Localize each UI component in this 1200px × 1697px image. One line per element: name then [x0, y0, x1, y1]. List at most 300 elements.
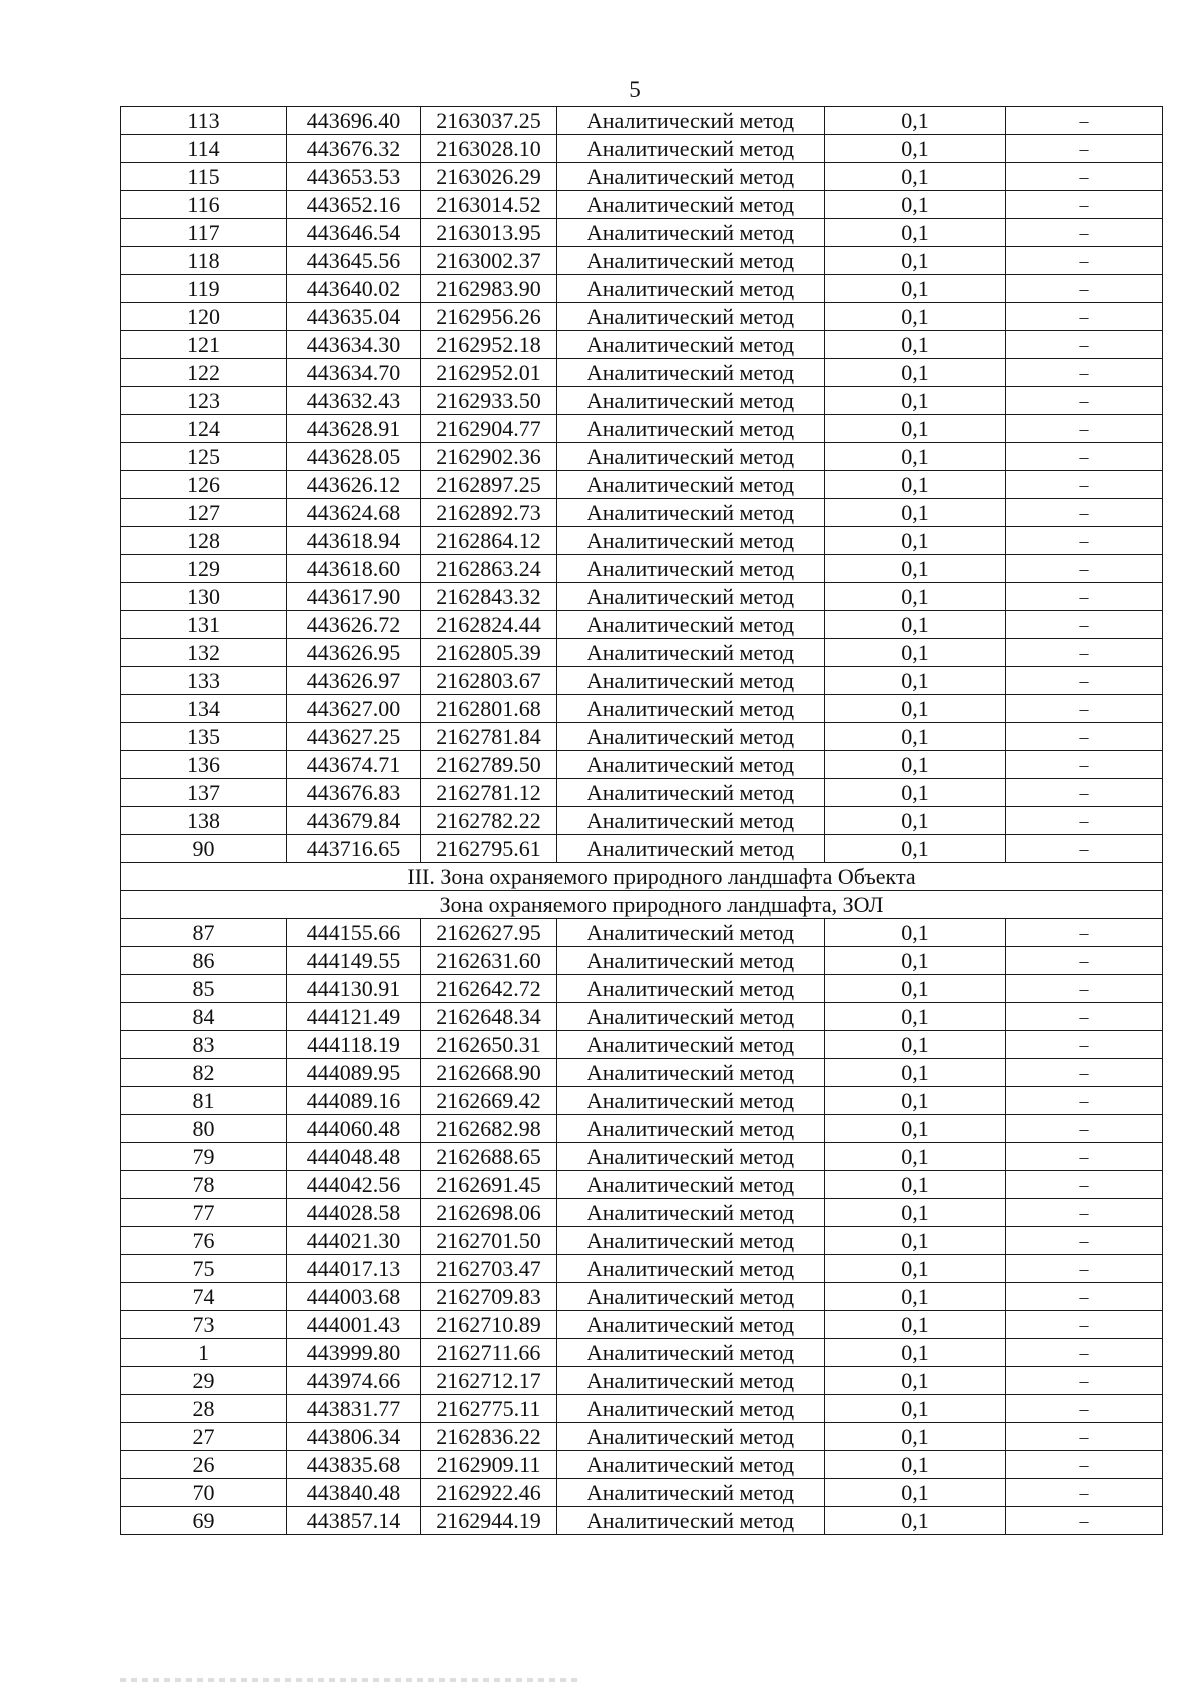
accuracy-cell: 0,1 — [825, 191, 1006, 219]
table-row — [121, 415, 1163, 443]
note-cell: – — [1006, 303, 1163, 331]
accuracy-cell: 0,1 — [825, 359, 1006, 387]
method-cell: Аналитический метод — [557, 667, 825, 695]
y-coordinate-cell: 2162669.42 — [421, 1087, 557, 1115]
method-cell: Аналитический метод — [557, 107, 825, 135]
note-cell: – — [1006, 1479, 1163, 1507]
method-cell: Аналитический метод — [557, 1451, 825, 1479]
y-coordinate-cell: 2162956.26 — [421, 303, 557, 331]
point-number-cell: 120 — [121, 303, 287, 331]
table-row — [121, 807, 1163, 835]
x-coordinate-cell: 444089.95 — [287, 1059, 421, 1087]
note-cell: – — [1006, 1143, 1163, 1171]
point-number-cell: 81 — [121, 1087, 287, 1115]
point-number-cell: 133 — [121, 667, 287, 695]
accuracy-cell: 0,1 — [825, 1087, 1006, 1115]
point-number-cell: 82 — [121, 1059, 287, 1087]
table-row — [121, 191, 1163, 219]
table-row — [121, 1171, 1163, 1199]
point-number-cell: 134 — [121, 695, 287, 723]
accuracy-cell: 0,1 — [825, 1423, 1006, 1451]
accuracy-cell: 0,1 — [825, 1255, 1006, 1283]
method-cell: Аналитический метод — [557, 779, 825, 807]
table-row — [121, 835, 1163, 863]
method-cell: Аналитический метод — [557, 191, 825, 219]
point-number-cell: 79 — [121, 1143, 287, 1171]
accuracy-cell: 0,1 — [825, 1507, 1006, 1535]
accuracy-cell: 0,1 — [825, 1451, 1006, 1479]
x-coordinate-cell: 443640.02 — [287, 275, 421, 303]
method-cell: Аналитический метод — [557, 331, 825, 359]
note-cell: – — [1006, 1171, 1163, 1199]
table-row — [121, 163, 1163, 191]
point-number-cell: 87 — [121, 919, 287, 947]
point-number-cell: 69 — [121, 1507, 287, 1535]
note-cell: – — [1006, 1339, 1163, 1367]
table-row — [121, 1507, 1163, 1535]
y-coordinate-cell: 2162892.73 — [421, 499, 557, 527]
x-coordinate-cell: 443716.65 — [287, 835, 421, 863]
accuracy-cell: 0,1 — [825, 1143, 1006, 1171]
method-cell: Аналитический метод — [557, 639, 825, 667]
point-number-cell: 125 — [121, 443, 287, 471]
x-coordinate-cell: 443627.25 — [287, 723, 421, 751]
point-number-cell: 113 — [121, 107, 287, 135]
note-cell: – — [1006, 835, 1163, 863]
point-number-cell: 115 — [121, 163, 287, 191]
y-coordinate-cell: 2162698.06 — [421, 1199, 557, 1227]
y-coordinate-cell: 2162712.17 — [421, 1367, 557, 1395]
y-coordinate-cell: 2162682.98 — [421, 1115, 557, 1143]
table-row — [121, 247, 1163, 275]
note-cell: – — [1006, 191, 1163, 219]
accuracy-cell: 0,1 — [825, 919, 1006, 947]
y-coordinate-cell: 2162691.45 — [421, 1171, 557, 1199]
table-body-top — [121, 107, 1163, 863]
method-cell: Аналитический метод — [557, 163, 825, 191]
note-cell: – — [1006, 1059, 1163, 1087]
method-cell: Аналитический метод — [557, 1479, 825, 1507]
accuracy-cell: 0,1 — [825, 751, 1006, 779]
y-coordinate-cell: 2162782.22 — [421, 807, 557, 835]
note-cell: – — [1006, 471, 1163, 499]
table-row — [121, 1059, 1163, 1087]
accuracy-cell: 0,1 — [825, 1171, 1006, 1199]
note-cell: – — [1006, 387, 1163, 415]
y-coordinate-cell: 2162711.66 — [421, 1339, 557, 1367]
note-cell: – — [1006, 415, 1163, 443]
table-row — [121, 471, 1163, 499]
x-coordinate-cell: 443676.83 — [287, 779, 421, 807]
y-coordinate-cell: 2163002.37 — [421, 247, 557, 275]
method-cell: Аналитический метод — [557, 1423, 825, 1451]
method-cell: Аналитический метод — [557, 807, 825, 835]
y-coordinate-cell: 2162944.19 — [421, 1507, 557, 1535]
method-cell: Аналитический метод — [557, 695, 825, 723]
note-cell: – — [1006, 1423, 1163, 1451]
note-cell: – — [1006, 1395, 1163, 1423]
x-coordinate-cell: 444121.49 — [287, 1003, 421, 1031]
y-coordinate-cell: 2162836.22 — [421, 1423, 557, 1451]
point-number-cell: 75 — [121, 1255, 287, 1283]
table-row — [121, 1339, 1163, 1367]
accuracy-cell: 0,1 — [825, 1003, 1006, 1031]
accuracy-cell: 0,1 — [825, 1115, 1006, 1143]
table-row — [121, 303, 1163, 331]
point-number-cell: 130 — [121, 583, 287, 611]
x-coordinate-cell: 444130.91 — [287, 975, 421, 1003]
table-row — [121, 1115, 1163, 1143]
point-number-cell: 70 — [121, 1479, 287, 1507]
y-coordinate-cell: 2162983.90 — [421, 275, 557, 303]
accuracy-cell: 0,1 — [825, 639, 1006, 667]
accuracy-cell: 0,1 — [825, 1339, 1006, 1367]
y-coordinate-cell: 2162864.12 — [421, 527, 557, 555]
x-coordinate-cell: 443857.14 — [287, 1507, 421, 1535]
table-row — [121, 1227, 1163, 1255]
point-number-cell: 128 — [121, 527, 287, 555]
scan-artifact-line — [120, 1678, 580, 1682]
y-coordinate-cell: 2162710.89 — [421, 1311, 557, 1339]
accuracy-cell: 0,1 — [825, 387, 1006, 415]
accuracy-cell: 0,1 — [825, 1283, 1006, 1311]
table-row — [121, 443, 1163, 471]
method-cell: Аналитический метод — [557, 723, 825, 751]
y-coordinate-cell: 2162781.12 — [421, 779, 557, 807]
accuracy-cell: 0,1 — [825, 835, 1006, 863]
note-cell: – — [1006, 1003, 1163, 1031]
x-coordinate-cell: 443628.91 — [287, 415, 421, 443]
y-coordinate-cell: 2162631.60 — [421, 947, 557, 975]
y-coordinate-cell: 2162805.39 — [421, 639, 557, 667]
point-number-cell: 126 — [121, 471, 287, 499]
note-cell: – — [1006, 807, 1163, 835]
table-body-bottom — [121, 919, 1163, 1535]
accuracy-cell: 0,1 — [825, 807, 1006, 835]
point-number-cell: 26 — [121, 1451, 287, 1479]
y-coordinate-cell: 2163026.29 — [421, 163, 557, 191]
point-number-cell: 1 — [121, 1339, 287, 1367]
x-coordinate-cell: 443634.30 — [287, 331, 421, 359]
y-coordinate-cell: 2162701.50 — [421, 1227, 557, 1255]
method-cell: Аналитический метод — [557, 1087, 825, 1115]
method-cell: Аналитический метод — [557, 247, 825, 275]
note-cell: – — [1006, 1283, 1163, 1311]
note-cell: – — [1006, 751, 1163, 779]
point-number-cell: 83 — [121, 1031, 287, 1059]
point-number-cell: 118 — [121, 247, 287, 275]
method-cell: Аналитический метод — [557, 443, 825, 471]
method-cell: Аналитический метод — [557, 387, 825, 415]
point-number-cell: 135 — [121, 723, 287, 751]
accuracy-cell: 0,1 — [825, 695, 1006, 723]
method-cell: Аналитический метод — [557, 947, 825, 975]
x-coordinate-cell: 443999.80 — [287, 1339, 421, 1367]
y-coordinate-cell: 2163037.25 — [421, 107, 557, 135]
x-coordinate-cell: 443632.43 — [287, 387, 421, 415]
x-coordinate-cell: 444155.66 — [287, 919, 421, 947]
table-row — [121, 331, 1163, 359]
method-cell: Аналитический метод — [557, 1395, 825, 1423]
table-row — [121, 499, 1163, 527]
method-cell: Аналитический метод — [557, 1311, 825, 1339]
y-coordinate-cell: 2162897.25 — [421, 471, 557, 499]
point-number-cell: 132 — [121, 639, 287, 667]
note-cell: – — [1006, 1227, 1163, 1255]
point-number-cell: 137 — [121, 779, 287, 807]
table-row — [121, 1003, 1163, 1031]
table-row — [121, 1395, 1163, 1423]
point-number-cell: 84 — [121, 1003, 287, 1031]
point-number-cell: 124 — [121, 415, 287, 443]
y-coordinate-cell: 2163013.95 — [421, 219, 557, 247]
table-row — [121, 219, 1163, 247]
accuracy-cell: 0,1 — [825, 163, 1006, 191]
y-coordinate-cell: 2163028.10 — [421, 135, 557, 163]
note-cell: – — [1006, 443, 1163, 471]
accuracy-cell: 0,1 — [825, 219, 1006, 247]
point-number-cell: 122 — [121, 359, 287, 387]
x-coordinate-cell: 443627.00 — [287, 695, 421, 723]
accuracy-cell: 0,1 — [825, 499, 1006, 527]
point-number-cell: 123 — [121, 387, 287, 415]
x-coordinate-cell: 443831.77 — [287, 1395, 421, 1423]
method-cell: Аналитический метод — [557, 527, 825, 555]
note-cell: – — [1006, 723, 1163, 751]
accuracy-cell: 0,1 — [825, 527, 1006, 555]
table-row — [121, 1451, 1163, 1479]
table-row — [121, 275, 1163, 303]
method-cell: Аналитический метод — [557, 1227, 825, 1255]
accuracy-cell: 0,1 — [825, 303, 1006, 331]
method-cell: Аналитический метод — [557, 1059, 825, 1087]
point-number-cell: 76 — [121, 1227, 287, 1255]
method-cell: Аналитический метод — [557, 1171, 825, 1199]
method-cell: Аналитический метод — [557, 499, 825, 527]
note-cell: – — [1006, 1311, 1163, 1339]
point-number-cell: 28 — [121, 1395, 287, 1423]
y-coordinate-cell: 2162902.36 — [421, 443, 557, 471]
accuracy-cell: 0,1 — [825, 779, 1006, 807]
point-number-cell: 86 — [121, 947, 287, 975]
point-number-cell: 80 — [121, 1115, 287, 1143]
point-number-cell: 119 — [121, 275, 287, 303]
section-heading: III. Зона охраняемого природного ландшафта Объекта — [121, 863, 1163, 891]
subsection-heading: Зона охраняемого природного ландшафта, ЗОЛ — [121, 891, 1163, 919]
table-row — [121, 1199, 1163, 1227]
point-number-cell: 116 — [121, 191, 287, 219]
y-coordinate-cell: 2162824.44 — [421, 611, 557, 639]
accuracy-cell: 0,1 — [825, 107, 1006, 135]
accuracy-cell: 0,1 — [825, 947, 1006, 975]
y-coordinate-cell: 2162801.68 — [421, 695, 557, 723]
method-cell: Аналитический метод — [557, 583, 825, 611]
y-coordinate-cell: 2162781.84 — [421, 723, 557, 751]
y-coordinate-cell: 2162703.47 — [421, 1255, 557, 1283]
method-cell: Аналитический метод — [557, 835, 825, 863]
point-number-cell: 73 — [121, 1311, 287, 1339]
accuracy-cell: 0,1 — [825, 275, 1006, 303]
method-cell: Аналитический метод — [557, 1115, 825, 1143]
accuracy-cell: 0,1 — [825, 415, 1006, 443]
section-headings — [121, 863, 1163, 919]
note-cell: – — [1006, 219, 1163, 247]
point-number-cell: 114 — [121, 135, 287, 163]
point-number-cell: 27 — [121, 1423, 287, 1451]
y-coordinate-cell: 2162904.77 — [421, 415, 557, 443]
note-cell: – — [1006, 163, 1163, 191]
note-cell: – — [1006, 1115, 1163, 1143]
note-cell: – — [1006, 611, 1163, 639]
accuracy-cell: 0,1 — [825, 247, 1006, 275]
method-cell: Аналитический метод — [557, 919, 825, 947]
x-coordinate-cell: 443617.90 — [287, 583, 421, 611]
table-row — [121, 1479, 1163, 1507]
note-cell: – — [1006, 499, 1163, 527]
subsection-heading-row — [121, 891, 1163, 919]
note-cell: – — [1006, 779, 1163, 807]
x-coordinate-cell: 443652.16 — [287, 191, 421, 219]
y-coordinate-cell: 2162803.67 — [421, 667, 557, 695]
point-number-cell: 85 — [121, 975, 287, 1003]
table-row — [121, 1283, 1163, 1311]
method-cell: Аналитический метод — [557, 275, 825, 303]
x-coordinate-cell: 443634.70 — [287, 359, 421, 387]
y-coordinate-cell: 2162688.65 — [421, 1143, 557, 1171]
table-row — [121, 1311, 1163, 1339]
point-number-cell: 77 — [121, 1199, 287, 1227]
accuracy-cell: 0,1 — [825, 583, 1006, 611]
note-cell: – — [1006, 975, 1163, 1003]
note-cell: – — [1006, 1451, 1163, 1479]
accuracy-cell: 0,1 — [825, 975, 1006, 1003]
x-coordinate-cell: 443840.48 — [287, 1479, 421, 1507]
method-cell: Аналитический метод — [557, 219, 825, 247]
x-coordinate-cell: 443679.84 — [287, 807, 421, 835]
table-row — [121, 975, 1163, 1003]
point-number-cell: 131 — [121, 611, 287, 639]
accuracy-cell: 0,1 — [825, 723, 1006, 751]
table-row — [121, 1423, 1163, 1451]
table-row — [121, 919, 1163, 947]
x-coordinate-cell: 444060.48 — [287, 1115, 421, 1143]
accuracy-cell: 0,1 — [825, 1059, 1006, 1087]
x-coordinate-cell: 444089.16 — [287, 1087, 421, 1115]
y-coordinate-cell: 2162648.34 — [421, 1003, 557, 1031]
method-cell: Аналитический метод — [557, 359, 825, 387]
note-cell: – — [1006, 695, 1163, 723]
note-cell: – — [1006, 331, 1163, 359]
table-row — [121, 1143, 1163, 1171]
point-number-cell: 117 — [121, 219, 287, 247]
method-cell: Аналитический метод — [557, 1367, 825, 1395]
method-cell: Аналитический метод — [557, 1255, 825, 1283]
method-cell: Аналитический метод — [557, 1143, 825, 1171]
table-row — [121, 779, 1163, 807]
point-number-cell: 29 — [121, 1367, 287, 1395]
y-coordinate-cell: 2162789.50 — [421, 751, 557, 779]
table-row — [121, 359, 1163, 387]
x-coordinate-cell: 443628.05 — [287, 443, 421, 471]
x-coordinate-cell: 444118.19 — [287, 1031, 421, 1059]
x-coordinate-cell: 443618.94 — [287, 527, 421, 555]
note-cell: – — [1006, 1255, 1163, 1283]
method-cell: Аналитический метод — [557, 415, 825, 443]
y-coordinate-cell: 2162627.95 — [421, 919, 557, 947]
point-number-cell: 136 — [121, 751, 287, 779]
x-coordinate-cell: 443626.12 — [287, 471, 421, 499]
note-cell: – — [1006, 1087, 1163, 1115]
table-row — [121, 695, 1163, 723]
x-coordinate-cell: 443646.54 — [287, 219, 421, 247]
y-coordinate-cell: 2162933.50 — [421, 387, 557, 415]
note-cell: – — [1006, 639, 1163, 667]
y-coordinate-cell: 2162775.11 — [421, 1395, 557, 1423]
x-coordinate-cell: 444003.68 — [287, 1283, 421, 1311]
x-coordinate-cell: 443653.53 — [287, 163, 421, 191]
x-coordinate-cell: 444042.56 — [287, 1171, 421, 1199]
point-number-cell: 121 — [121, 331, 287, 359]
accuracy-cell: 0,1 — [825, 611, 1006, 639]
y-coordinate-cell: 2163014.52 — [421, 191, 557, 219]
y-coordinate-cell: 2162843.32 — [421, 583, 557, 611]
y-coordinate-cell: 2162952.18 — [421, 331, 557, 359]
accuracy-cell: 0,1 — [825, 667, 1006, 695]
table-row — [121, 667, 1163, 695]
coordinates-table — [120, 106, 1163, 1535]
accuracy-cell: 0,1 — [825, 1367, 1006, 1395]
table-row — [121, 639, 1163, 667]
section-heading-row — [121, 863, 1163, 891]
y-coordinate-cell: 2162642.72 — [421, 975, 557, 1003]
table-row — [121, 387, 1163, 415]
accuracy-cell: 0,1 — [825, 555, 1006, 583]
note-cell: – — [1006, 1199, 1163, 1227]
x-coordinate-cell: 443674.71 — [287, 751, 421, 779]
y-coordinate-cell: 2162709.83 — [421, 1283, 557, 1311]
note-cell: – — [1006, 1367, 1163, 1395]
x-coordinate-cell: 444017.13 — [287, 1255, 421, 1283]
method-cell: Аналитический метод — [557, 1339, 825, 1367]
point-number-cell: 129 — [121, 555, 287, 583]
accuracy-cell: 0,1 — [825, 1479, 1006, 1507]
accuracy-cell: 0,1 — [825, 443, 1006, 471]
table-row — [121, 723, 1163, 751]
point-number-cell: 127 — [121, 499, 287, 527]
y-coordinate-cell: 2162909.11 — [421, 1451, 557, 1479]
method-cell: Аналитический метод — [557, 555, 825, 583]
method-cell: Аналитический метод — [557, 975, 825, 1003]
note-cell: – — [1006, 947, 1163, 975]
x-coordinate-cell: 443626.95 — [287, 639, 421, 667]
x-coordinate-cell: 443676.32 — [287, 135, 421, 163]
point-number-cell: 90 — [121, 835, 287, 863]
x-coordinate-cell: 443806.34 — [287, 1423, 421, 1451]
accuracy-cell: 0,1 — [825, 471, 1006, 499]
page-number: 5 — [629, 77, 641, 102]
note-cell: – — [1006, 527, 1163, 555]
table-row — [121, 1031, 1163, 1059]
accuracy-cell: 0,1 — [825, 1227, 1006, 1255]
table-row — [121, 135, 1163, 163]
accuracy-cell: 0,1 — [825, 1395, 1006, 1423]
table-row — [121, 751, 1163, 779]
note-cell: – — [1006, 667, 1163, 695]
table-row — [121, 527, 1163, 555]
y-coordinate-cell: 2162952.01 — [421, 359, 557, 387]
table-row — [121, 1367, 1163, 1395]
note-cell: – — [1006, 359, 1163, 387]
